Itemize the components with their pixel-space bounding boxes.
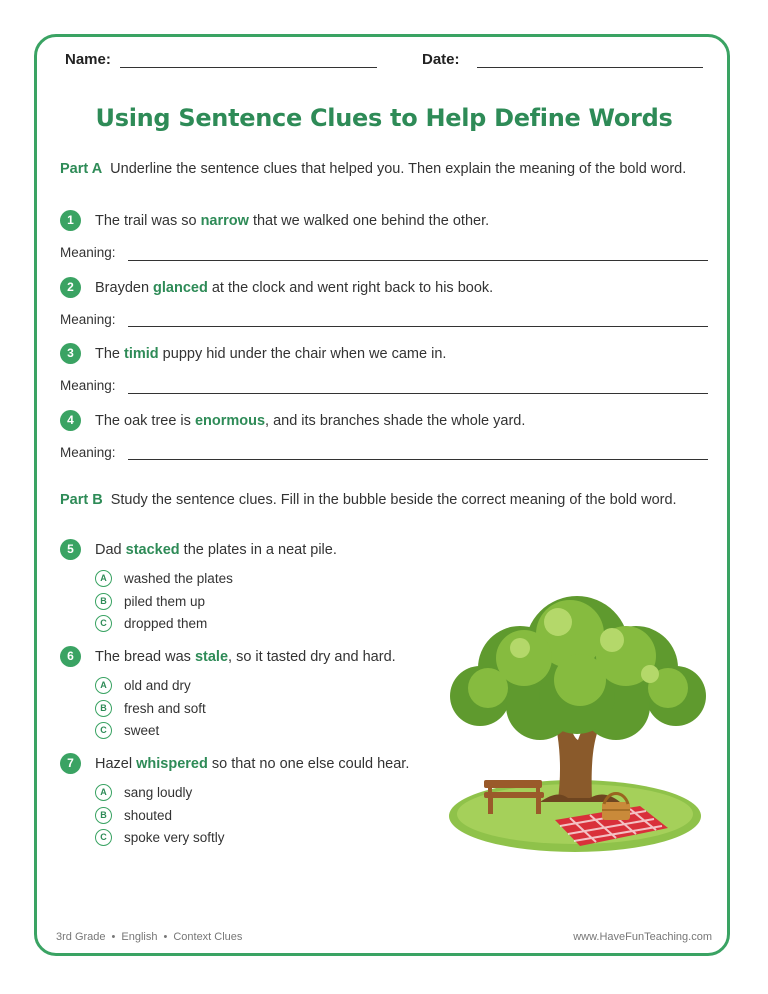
sentence-text: puppy hid under the chair when we came in. [158,346,447,362]
meaning-label: Meaning: [60,245,116,260]
answer-bubble-c[interactable]: C [95,615,112,632]
sentence-text: Brayden [95,280,154,296]
question-sentence [95,649,396,665]
bold-word: timid [124,346,159,362]
answer-option: dropped them [124,616,208,631]
footer-tag-grade: 3rd Grade [56,931,106,943]
answer-option: sweet [124,723,160,738]
question-sentence [95,756,409,772]
question-sentence [95,346,446,362]
answer-bubble-a[interactable]: A [95,784,112,801]
answer-option: spoke very softly [124,830,225,845]
part-b-instructions: Study the sentence clues. Fill in the bubble beside the correct meaning of the bold word. [110,492,677,508]
answer-bubble-b[interactable]: B [95,807,112,824]
meaning-line[interactable] [128,326,708,327]
question-number: 5 [60,539,81,560]
answer-option: piled them up [124,594,206,609]
meaning-label: Meaning: [60,445,116,460]
sentence-text: the plates in a neat pile. [179,542,337,558]
part-a-label: Part A [60,161,103,177]
name-line[interactable] [120,67,377,68]
question-number: 6 [60,646,81,667]
answer-bubble-a[interactable]: A [95,570,112,587]
sentence-text: at the clock and went right back to his book. [207,280,494,296]
question-number: 3 [60,343,81,364]
answer-option: washed the plates [124,571,233,586]
question-sentence [95,213,489,229]
meaning-label: Meaning: [60,312,116,327]
sentence-text: that we walked one behind the other. [248,213,490,229]
question-number: 1 [60,210,81,231]
question-number: 7 [60,753,81,774]
page-title: Using Sentence Clues to Help Define Words [95,104,673,132]
answer-bubble-c[interactable]: C [95,829,112,846]
sentence-text: Dad [95,542,126,558]
question-number: 2 [60,277,81,298]
question-sentence [95,413,525,429]
bold-word: stacked [125,542,180,558]
bold-word: narrow [200,213,249,229]
bold-word: whispered [136,756,208,772]
question-sentence [95,542,337,558]
meaning-line[interactable] [128,393,708,394]
answer-bubble-b[interactable]: B [95,700,112,717]
sentence-text: Hazel [95,756,137,772]
answer-option: fresh and soft [124,701,206,716]
sentence-text: so that no one else could hear. [207,756,410,772]
date-label: Date: [422,51,460,68]
date-line[interactable] [477,67,703,68]
part-a-heading [60,160,710,179]
part-b-label: Part B [60,492,103,508]
answer-option: old and dry [124,678,191,693]
answer-option: sang loudly [124,785,193,800]
footer-website-link[interactable]: www.HaveFunTeaching.com [573,931,712,943]
bold-word: glanced [153,280,208,296]
sentence-text: The bread was [95,649,195,665]
footer-tags [56,931,242,943]
meaning-line[interactable] [128,459,708,460]
sentence-text: , so it tasted dry and hard. [228,649,396,665]
sentence-text: The trail was so [95,213,201,229]
question-number: 4 [60,410,81,431]
bullet-icon: • [111,931,116,943]
sentence-text: , and its branches shade the whole yard. [265,413,526,429]
part-a-instructions: Underline the sentence clues that helped you. Then explain the meaning of the bold word. [110,161,687,177]
bold-word: stale [194,649,229,665]
meaning-line[interactable] [128,260,708,261]
name-label: Name: [65,51,111,68]
footer-tag-topic: Context Clues [173,931,243,943]
meaning-label: Meaning: [60,378,116,393]
answer-option: shouted [124,808,173,823]
part-b-heading [60,491,710,510]
bullet-icon: • [163,931,168,943]
footer-tag-subject: English [121,931,158,943]
answer-bubble-a[interactable]: A [95,677,112,694]
sentence-text: The oak tree is [95,413,195,429]
oak-tree-picnic-illustration [440,588,715,860]
question-sentence [95,280,493,296]
sentence-text: The [95,346,125,362]
bold-word: enormous [194,413,266,429]
answer-bubble-c[interactable]: C [95,722,112,739]
answer-bubble-b[interactable]: B [95,593,112,610]
